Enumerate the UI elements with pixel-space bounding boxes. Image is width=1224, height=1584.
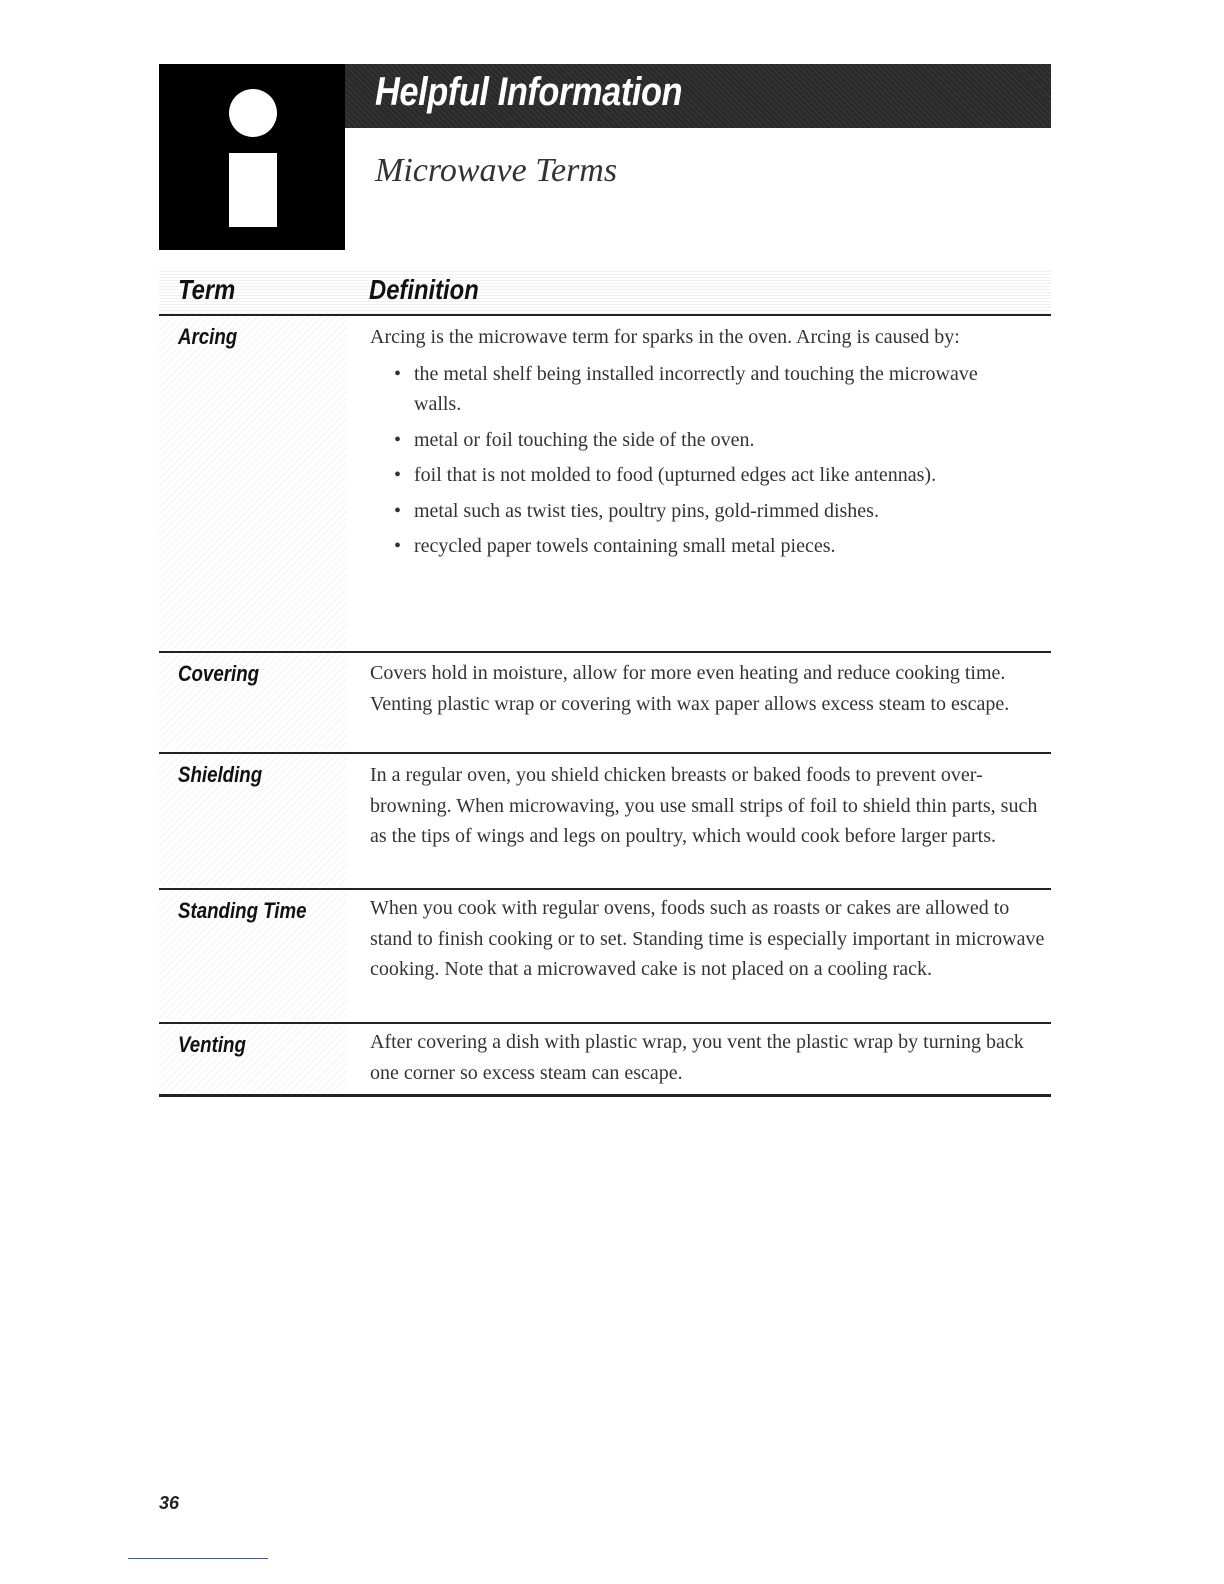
bullet-icon: • bbox=[394, 428, 402, 451]
definition-covering bbox=[370, 658, 1046, 719]
definition-text: After covering a dish with plastic wrap, you vent the plastic wrap by turning back one corner so excess steam can escape. bbox=[370, 1031, 1024, 1084]
section-banner bbox=[345, 64, 1051, 128]
list-item: • foil that is not molded to food (upturned edges act like antennas). bbox=[370, 460, 1046, 491]
table-bottom-rule bbox=[159, 1094, 1051, 1097]
definition-text: When you cook with regular ovens, foods such as roasts or cakes are allowed to stand to finish cooking or to set. Standing time is especially important in microwave cooking. Note that a microwaved cake is not placed on a cooling rack. bbox=[370, 897, 1045, 980]
term-cell-arcing bbox=[159, 316, 347, 649]
footer-divider bbox=[128, 1558, 268, 1559]
bullet-icon: • bbox=[394, 499, 402, 522]
term-label: Covering bbox=[178, 661, 260, 686]
column-header-definition: Definition bbox=[369, 274, 479, 305]
table-header bbox=[159, 270, 1051, 314]
definition-text: In a regular oven, you shield chicken breasts or baked foods to prevent over-browning. When microwaving, you use small strips of foil to shield thin parts, such as the tips of wings and legs on poultry, which would cook before larger parts. bbox=[370, 764, 1038, 847]
bullet-icon: • bbox=[394, 535, 402, 557]
list-item: • the metal shelf being installed incorrectly and touching the microwave walls. bbox=[370, 359, 1046, 420]
arcing-causes-list bbox=[370, 359, 1046, 562]
info-icon bbox=[159, 64, 345, 250]
term-cell-standing-time bbox=[159, 890, 347, 1020]
definition-text: Covers hold in moisture, allow for more even heating and reduce cooking time. Venting plastic wrap or covering with wax paper allows excess steam to escape. bbox=[370, 662, 1010, 715]
definition-shielding bbox=[370, 760, 1046, 852]
term-label: Shielding bbox=[178, 762, 263, 787]
term-cell-covering bbox=[159, 653, 347, 750]
info-icon-dot bbox=[229, 89, 277, 137]
column-header-term: Term bbox=[178, 274, 236, 305]
definition-arcing bbox=[370, 322, 1046, 567]
page-subtitle: Microwave Terms bbox=[375, 152, 618, 189]
list-item: • metal or foil touching the side of the oven. bbox=[370, 425, 1046, 456]
term-cell-venting bbox=[159, 1024, 347, 1093]
list-item: • metal such as twist ties, poultry pins, gold-rimmed dishes. bbox=[370, 496, 1046, 527]
bullet-icon: • bbox=[394, 362, 402, 385]
list-item: • recycled paper towels containing small metal pieces. bbox=[370, 531, 1046, 562]
definition-text: Arcing is the microwave term for sparks in the oven. Arcing is caused by: bbox=[370, 326, 960, 348]
term-label: Venting bbox=[178, 1032, 246, 1057]
term-label: Arcing bbox=[178, 324, 238, 349]
term-cell-shielding bbox=[159, 754, 347, 886]
banner-title: Helpful Information bbox=[375, 70, 683, 114]
term-label: Standing Time bbox=[178, 898, 307, 923]
info-icon-stem bbox=[229, 153, 277, 227]
page-number: 36 bbox=[159, 1493, 180, 1513]
bullet-icon: • bbox=[394, 464, 402, 486]
definition-standing-time bbox=[370, 893, 1046, 985]
definition-venting bbox=[370, 1027, 1046, 1088]
